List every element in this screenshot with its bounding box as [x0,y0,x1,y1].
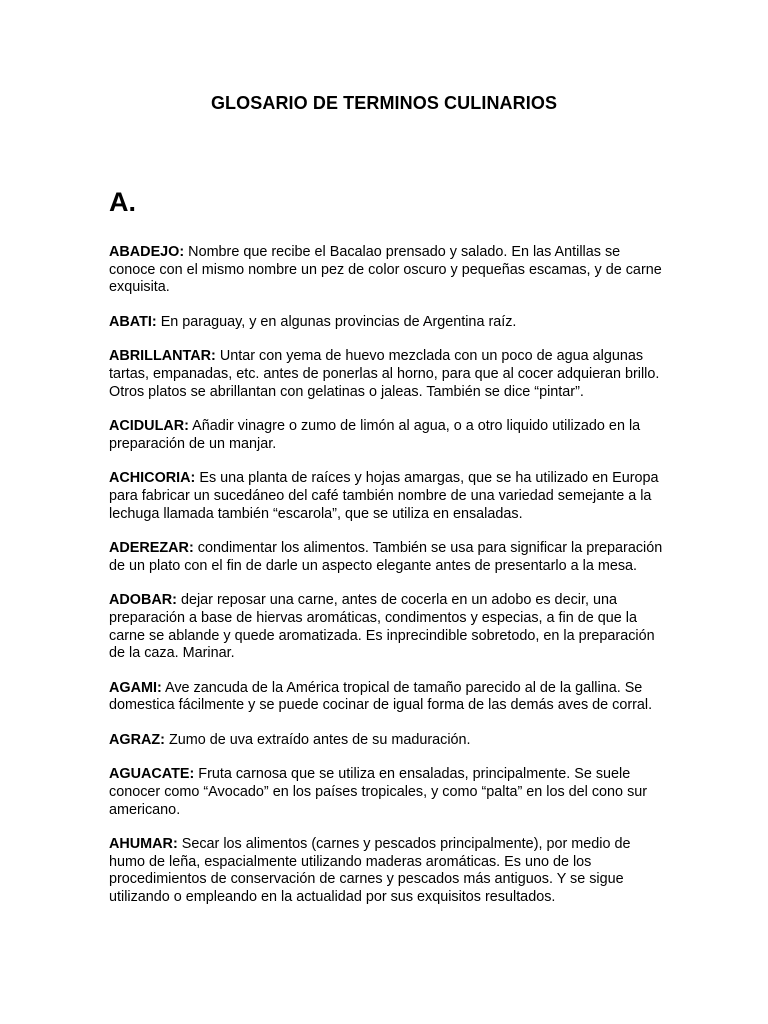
page-title: GLOSARIO DE TERMINOS CULINARIOS [210,93,558,113]
entry-term: ABADEJO: [109,244,185,260]
glossary-entry [109,470,664,523]
glossary-entry [109,732,664,750]
entry-term: ADOBAR: [109,592,177,609]
entry-definition: Ave zancuda de la América tropical de tamaño parecido al de la gallina. Se domestica fácilmente y se puede cocinar de igual forma de las demás aves de corral. [109,679,653,714]
glossary-entry [109,418,664,453]
entry-term: ACHICORIA: [109,470,196,487]
glossary-entry [109,592,664,662]
entry-definition: Añadir vinagre o zumo de limón al agua, o a otro liquido utilizado en la preparación de un manjar. [109,418,641,452]
entry-definition: Nombre que recibe el Bacalao prensado y salado. En las Antillas se conoce con el mismo nombre un pez de color oscuro y pequeñas escamas, y de carne exquisita. [109,244,662,296]
entry-term: AGAMI: [109,679,162,696]
entry-term: ABRILLANTAR: [109,348,216,365]
glossary-entry [109,244,664,297]
entry-definition: En paraguay, y en algunas provincias de Argentina raíz. [160,313,517,330]
entry-term: ACIDULAR: [109,418,189,435]
entry-definition: Secar los alimentos (carnes y pescados principalmente), por medio de humo de leña, espacialmente utilizando maderas aromáticas. Es uno de los procedimientos de conservación de carnes y pescados más antiguos. Y se sigue utilizando o empleando en la actualidad por sus exquisitos resultados. [109,836,631,906]
entry-definition: Zumo de uva extraído antes de su maduración. [168,731,471,748]
entry-definition: condimentar los alimentos. También se usa para significar la preparación de un plato con el fin de darle un aspecto elegante antes de presentarlo a la mesa. [109,540,663,574]
entry-definition: Es una planta de raíces y hojas amargas, que se ha utilizado en Europa para fabricar un sucedáneo del café también nombre de una variedad semejante a la lechuga llamada también “escarola”, que se utiliza en ensaladas. [109,470,659,522]
glossary-entry [109,540,664,575]
glossary-entry [109,766,664,819]
entry-term: AHUMAR: [109,836,178,853]
glossary-entry [109,348,664,401]
glossary-entry [109,314,664,332]
entry-term: AGUACATE: [109,766,195,783]
glossary-entry [109,836,664,906]
entry-definition: Untar con yema de huevo mezclada con un poco de agua algunas tartas, empanadas, etc. antes de ponerlas al horno, para que al cocer adquieran brillo. Otros platos se abrillantan con gelatinas o jaleas. También se dice “pintar”. [109,348,660,400]
section-letter-heading: A. [109,187,136,217]
entry-term: ABATI: [109,313,157,330]
glossary-entry [109,680,664,715]
glossary-entries [109,244,664,924]
entry-term: AGRAZ: [109,731,165,748]
entry-definition: dejar reposar una carne, antes de cocerla en un adobo es decir, una preparación a base de hiervas aromáticas, condimentos y especias, a fin de que la carne se ablande y quede aromatizada. Es inprecindible sobretodo, en la preparación de la caza. Marinar. [109,592,655,662]
entry-term: ADEREZAR: [109,540,194,557]
entry-definition: Fruta carnosa que se utiliza en ensaladas, principalmente. Se suele conocer como “Avocado” en los países tropicales, y como “palta” en los del cono sur americano. [109,766,648,818]
